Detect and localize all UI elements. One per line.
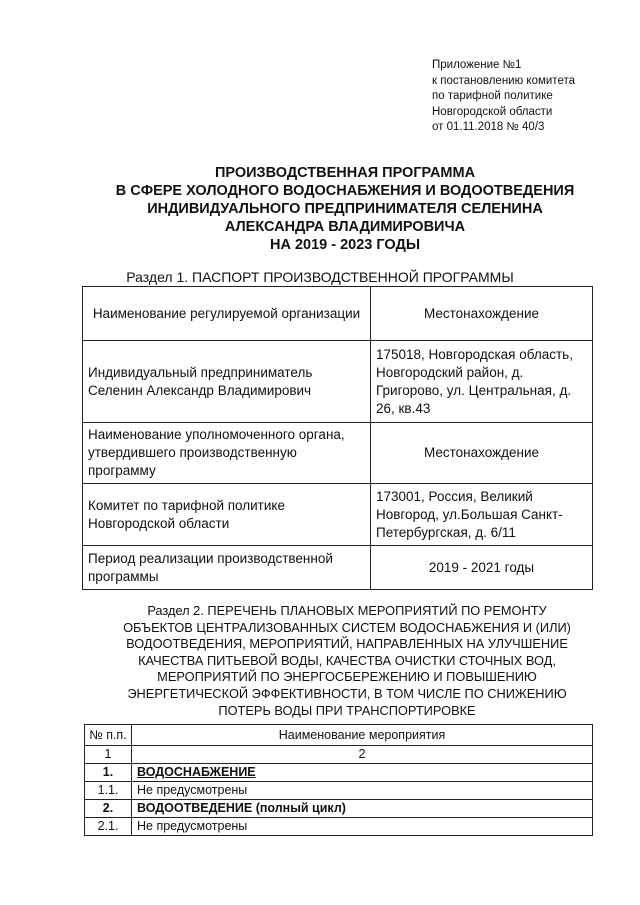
section2-heading	[92, 603, 602, 719]
events-row-num: 1.	[85, 764, 132, 782]
events-row	[85, 764, 593, 782]
section2-heading-line: ОБЪЕКТОВ ЦЕНТРАЛИЗОВАННЫХ СИСТЕМ ВОДОСНАБЖЕНИЯ И (ИЛИ)	[123, 619, 571, 635]
passport-left-cell: Комитет по тарифной политике Новгородской области	[83, 484, 371, 546]
events-index-row	[85, 746, 593, 764]
passport-row	[83, 341, 593, 423]
title-line: НА 2019 - 2023 ГОДЫ	[269, 237, 421, 253]
appendix-line: Приложение №1	[432, 59, 522, 71]
appendix-block	[432, 58, 575, 136]
passport-row	[83, 546, 593, 590]
section2-heading-line: КАЧЕСТВА ПИТЬЕВОЙ ВОДЫ, КАЧЕСТВА ОЧИСТКИ СТОЧНЫХ ВОД,	[138, 652, 556, 668]
events-row-num: 2.	[85, 800, 132, 818]
appendix-line: по тарифной политике	[432, 90, 553, 102]
title-line: АЛЕКСАНДРА ВЛАДИМИРОВИЧА	[224, 219, 466, 235]
events-table	[84, 724, 593, 836]
events-row-name-cell	[132, 764, 593, 782]
document-title	[60, 164, 630, 254]
header-num: № п.п.	[85, 725, 132, 746]
appendix-line: Новгородской области	[432, 105, 553, 118]
passport-left-cell: Индивидуальный предприниматель Селенин Александр Владимирович	[83, 341, 371, 423]
passport-right-cell: 173001, Россия, Великий Новгород, ул.Большая Санкт-Петербургская, д. 6/11	[371, 484, 593, 546]
passport-table	[82, 286, 593, 590]
header-name: Наименование мероприятия	[132, 725, 593, 746]
appendix-line: от 01.11.2018 № 40/3	[432, 121, 545, 133]
passport-row	[83, 423, 593, 484]
events-row-name-cell	[132, 800, 593, 818]
title-line: В СФЕРЕ ХОЛОДНОГО ВОДОСНАБЖЕНИЯ И ВОДООТВЕДЕНИЯ	[115, 183, 575, 199]
events-row	[85, 818, 593, 836]
section2-heading-line: ПОТЕРЬ ВОДЫ ПРИ ТРАНСПОРТИРОВКЕ	[218, 702, 476, 718]
passport-right-cell: Местонахождение	[371, 287, 593, 341]
title-line: ИНДИВИДУАЛЬНОГО ПРЕДПРИНИМАТЕЛЯ СЕЛЕНИНА	[147, 201, 543, 217]
section2-heading-line: ВОДООТВЕДЕНИЯ, МЕРОПРИЯТИЙ, НАПРАВЛЕННЫХ НА УЛУЧШЕНИЕ	[126, 636, 568, 652]
passport-right-cell: 175018, Новгородская область, Новгородский район, д. Григорово, ул. Центральная, д. 26, кв.43	[371, 341, 593, 423]
passport-left-cell: Наименование уполномоченного органа, утвердившего производственную программу	[83, 423, 371, 484]
events-row-name-cell	[132, 782, 593, 800]
events-row	[85, 800, 593, 818]
section1-heading: Раздел 1. ПАСПОРТ ПРОИЗВОДСТВЕННОЙ ПРОГРАММЫ	[126, 269, 514, 285]
index-name: 2	[132, 746, 593, 764]
passport-right-cell: 2019 - 2021 годы	[371, 546, 593, 590]
events-row-num: 1.1.	[85, 782, 132, 800]
events-row-name: ВОДОСНАБЖЕНИЕ	[137, 765, 256, 779]
events-row	[85, 782, 593, 800]
events-row-name: ВОДООТВЕДЕНИЕ (полный цикл)	[137, 801, 346, 815]
events-header-row	[85, 725, 593, 746]
events-row-name-cell	[132, 818, 593, 836]
section2-heading-line: МЕРОПРИЯТИЙ ПО ЭНЕРГОСБЕРЕЖЕНИЮ И ПОВЫШЕНИЮ	[157, 669, 537, 685]
passport-row	[83, 287, 593, 341]
passport-right-cell: Местонахождение	[371, 423, 593, 484]
events-row-name: Не предусмотрены	[137, 819, 248, 833]
passport-left-cell: Наименование регулируемой организации	[83, 287, 371, 341]
appendix-line: к постановлению комитета	[432, 74, 575, 87]
passport-row	[83, 484, 593, 546]
section2-heading-line: Раздел 2. ПЕРЕЧЕНЬ ПЛАНОВЫХ МЕРОПРИЯТИЙ ПО РЕМОНТУ	[147, 603, 547, 618]
events-row-num: 2.1.	[85, 818, 132, 836]
events-row-name: Не предусмотрены	[137, 783, 248, 797]
section2-heading-line: ЭНЕРГЕТИЧЕСКОЙ ЭФФЕКТИВНОСТИ, В ТОМ ЧИСЛЕ ПО СНИЖЕНИЮ	[127, 685, 567, 701]
index-num: 1	[85, 746, 132, 764]
title-line: ПРОИЗВОДСТВЕННАЯ ПРОГРАММА	[214, 165, 476, 181]
passport-left-cell: Период реализации производственной программы	[83, 546, 371, 590]
